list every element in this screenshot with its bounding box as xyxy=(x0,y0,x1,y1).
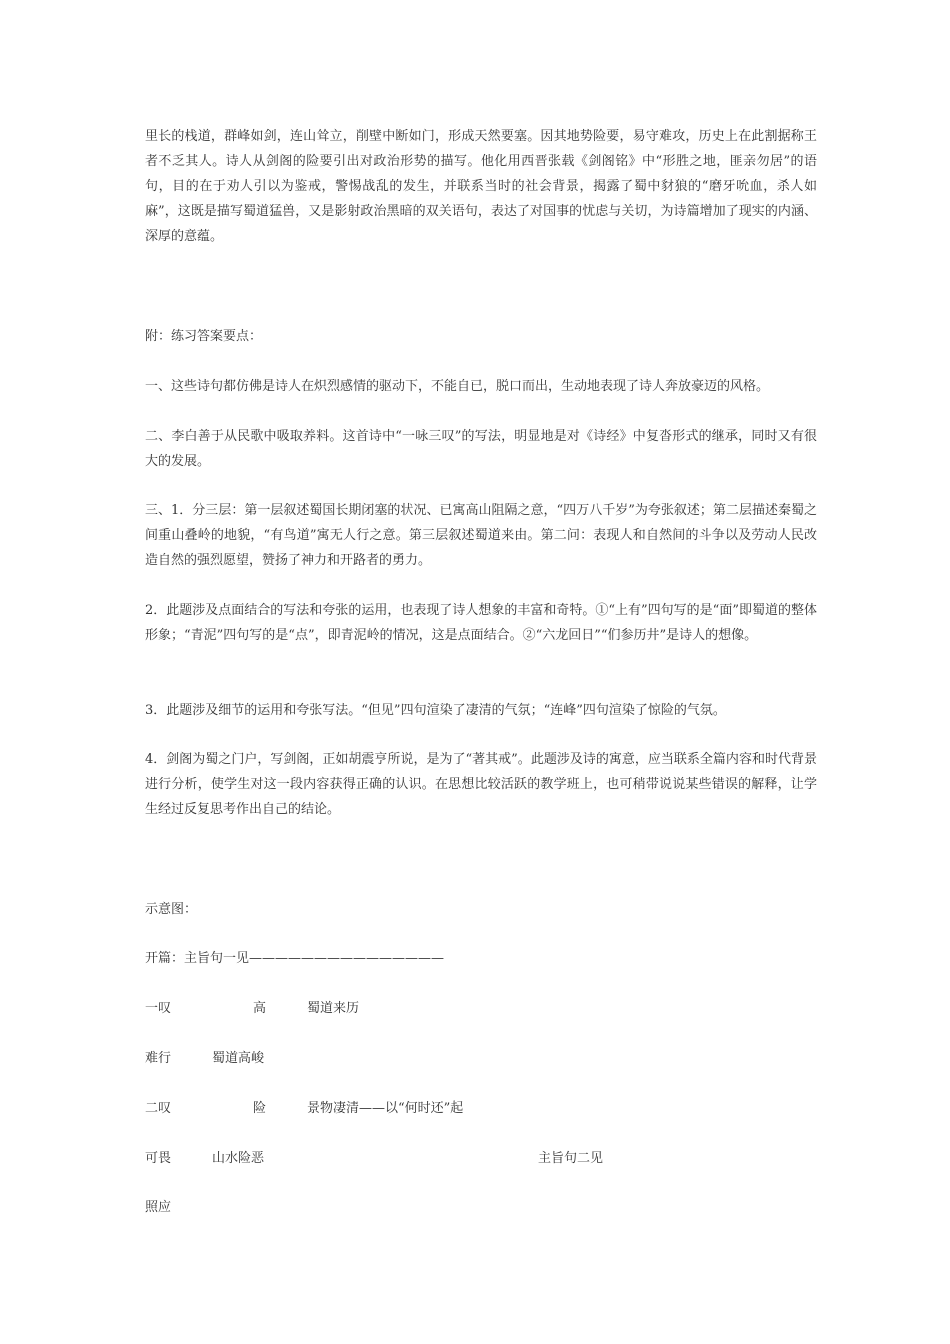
answer-item-1: 一、这些诗句都仿佛是诗人在炽烈感情的驱动下，不能自已，脱口而出，生动地表现了诗人奔放豪迈的风格。 xyxy=(145,379,770,394)
diagram-label: 蜀道来历 xyxy=(307,1001,360,1016)
diagram-heading: 示意图： xyxy=(145,902,198,917)
diagram-row-3 xyxy=(145,1096,817,1121)
answer-item-3-2: 2．此题涉及点面结合的写法和夸张的运用，也表现了诗人想象的丰富和奇特。①“上有”四句写的是“面”即蜀道的整体形象；“青泥”四句写的是“点”，即青泥岭的情况，这是点面结合。②“六龙回日”“们参历井”是诗人的想像。 xyxy=(145,603,817,643)
diagram-row-5 xyxy=(145,1195,817,1220)
intro-paragraph: 里长的栈道，群峰如剑，连山耸立，削壁中断如门，形成天然要塞。因其地势险要，易守难攻，历史上在此割据称王者不乏其人。诗人从剑阁的险要引出对政治形势的描写。他化用西晋张载《剑阁铭》中“形胜之地，匪亲勿居”的语句，目的在于劝人引以为鉴戒，警惕战乱的发生，并联系当时的社会背景，揭露了蜀中豺狼的“磨牙吮血，杀人如麻”，这既是描写蜀道猛兽，又是影射政治黑暗的双关语句，表达了对国事的忧虑与关切，为诗篇增加了现实的内涵、深厚的意蕴。 xyxy=(145,129,817,244)
answer-item-3-4: 4．剑阁为蜀之门户，写剑阁，正如胡震亨所说，是为了“著其戒”。此题涉及诗的寓意，应当联系全篇内容和时代背景进行分析，使学生对这一段内容获得正确的认识。在思想比较活跃的教学班上，也可稍带说说某些错误的解释，让学生经过反复思考作出自己的结论。 xyxy=(145,752,817,817)
diagram-label: 二叹 xyxy=(145,1101,172,1116)
diagram-label: 险 xyxy=(253,1101,267,1116)
diagram-label: 难行 xyxy=(145,1051,172,1066)
diagram-label: 可畏 xyxy=(145,1151,172,1166)
diagram-label: 高 xyxy=(253,1001,267,1016)
diagram-row-2 xyxy=(145,1046,817,1071)
diagram-label: 景物凄清——以“何时还”起 xyxy=(307,1101,464,1116)
diagram-row-1 xyxy=(145,996,817,1021)
diagram-label: 照应 xyxy=(145,1200,172,1215)
answer-item-2: 二、李白善于从民歌中吸取养料。这首诗中“一咏三叹”的写法，明显地是对《诗经》中复沓形式的继承，同时又有很大的发展。 xyxy=(145,429,817,469)
answer-item-3-1: 三、1．分三层：第一层叙述蜀国长期闭塞的状况、已寓高山阻隔之意，“四万八千岁”为夸张叙述；第二层描述秦蜀之间重山叠岭的地貌，“有鸟道”寓无人行之意。第三层叙述蜀道来由。第二问：表现人和自然间的斗争以及劳动人民改造自然的强烈愿望，赞扬了神力和开路者的勇力。 xyxy=(145,503,817,568)
diagram-row-4 xyxy=(145,1146,817,1171)
diagram-label: 蜀道高峻 xyxy=(212,1051,265,1066)
diagram-label: 山水险恶 xyxy=(212,1151,265,1166)
answer-item-3-3: 3．此题涉及细节的运用和夸张写法。“但见”四句渲染了凄清的气氛；“连峰”四句渲染了惊险的气氛。 xyxy=(145,703,726,718)
diagram-label: 主旨句二见 xyxy=(538,1151,604,1166)
diagram-opening: 开篇：主旨句一见——————————————— xyxy=(145,951,445,966)
answers-heading: 附：练习答案要点： xyxy=(145,329,263,344)
diagram-label: 一叹 xyxy=(145,1001,172,1016)
